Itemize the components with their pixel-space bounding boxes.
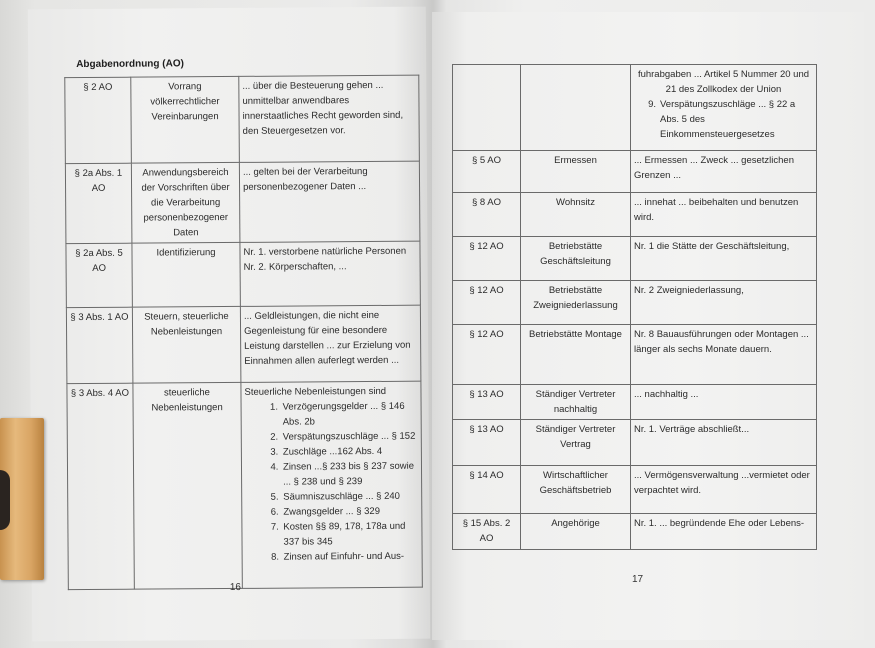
section-cell bbox=[453, 65, 521, 151]
section-cell: § 12 AO bbox=[453, 237, 521, 281]
table-row bbox=[453, 325, 817, 385]
topic-cell: Betriebstätte Montage bbox=[521, 325, 631, 385]
topic-cell: Betriebstätte Zweigniederlassung bbox=[521, 281, 631, 325]
left-page bbox=[28, 7, 430, 642]
table-row bbox=[66, 241, 420, 307]
section-cell: § 2 AO bbox=[65, 77, 132, 163]
topic-cell bbox=[521, 65, 631, 151]
table-row bbox=[453, 514, 817, 550]
topic-cell: Angehörige bbox=[521, 514, 631, 550]
stamp-handle bbox=[0, 470, 10, 530]
section-cell: § 13 AO bbox=[453, 420, 521, 466]
list-item: 8. Zinsen auf Einfuhr- und Aus- bbox=[282, 549, 419, 565]
text-cell: Nr. 1. ... begründende Ehe oder Lebens- bbox=[631, 514, 817, 550]
page-title: Abgabenordnung (AO) bbox=[76, 58, 184, 71]
topic-cell: Steuern, steuerliche Nebenleistungen bbox=[132, 306, 241, 383]
list-item: 3. Zuschläge ...162 Abs. 4 bbox=[281, 444, 418, 460]
table-row bbox=[453, 385, 817, 420]
list-item: 2. Verspätungszuschläge ... § 152 bbox=[281, 429, 418, 445]
topic-cell: steuerliche Nebenleistungen bbox=[133, 382, 242, 589]
text-cell: Nr. 1. Verträge abschließt... bbox=[631, 420, 817, 466]
section-cell: § 12 AO bbox=[453, 325, 521, 385]
right-page bbox=[432, 12, 864, 640]
list-intro: Steuerliche Nebenleistungen sind bbox=[244, 385, 387, 398]
table-row bbox=[65, 161, 420, 243]
topic-cell: Wohnsitz bbox=[521, 193, 631, 237]
list-item: 6. Zwangsgelder ... § 329 bbox=[281, 504, 418, 520]
topic-cell: Betriebstätte Geschäftsleitung bbox=[521, 237, 631, 281]
table-row bbox=[453, 193, 817, 237]
topic-cell: Ständiger Vertreter nachhaltig bbox=[521, 385, 631, 420]
table-row bbox=[65, 75, 420, 163]
item-text: Verspätungszuschläge ... § 22 a Abs. 5 des Einkommensteuergesetzes bbox=[660, 99, 796, 140]
section-cell: § 3 Abs. 4 AO bbox=[67, 383, 134, 589]
text-cell: Nr. 1. verstorbene natürliche Personen Nr. 2. Körperschaften, ... bbox=[240, 241, 420, 306]
table-row bbox=[67, 381, 422, 589]
section-cell: § 2a Abs. 5 AO bbox=[66, 243, 132, 307]
text-cell: ... Vermögensverwaltung ...vermietet oder verpachtet wird. bbox=[631, 466, 817, 514]
list-item: 4. Zinsen ...§ 233 bis § 237 sowie ... § 238 und § 239 bbox=[281, 459, 418, 490]
text-cell: ... Geldleistungen, die nicht eine Gegenleistung für eine besondere Leistung darstellen ... zur Erzielung von Einnahmen allen auferlegt werden ... bbox=[240, 305, 421, 382]
item-number: 9. bbox=[648, 99, 656, 110]
topic-cell: Ermessen bbox=[521, 151, 631, 193]
text-cell: ... über die Besteuerung gehen ... unmittelbar anwendbares innerstaatliches Recht geworden sind, den Steuergesetzen vor. bbox=[239, 75, 420, 162]
list-item: 7. Kosten §§ 89, 178, 178a und 337 bis 345 bbox=[281, 519, 418, 550]
section-cell: § 15 Abs. 2 AO bbox=[453, 514, 521, 550]
topic-cell: Wirtschaftlicher Geschäftsbetrieb bbox=[521, 466, 631, 514]
page-number: 16 bbox=[229, 581, 242, 594]
table-row bbox=[453, 65, 817, 151]
table-row bbox=[453, 281, 817, 325]
page-number: 17 bbox=[632, 574, 644, 585]
topic-cell: Anwendungsbereich der Vorschriften über die Verarbeitung personenbezogener Daten bbox=[131, 162, 240, 243]
continuation-item bbox=[634, 97, 813, 142]
table-row bbox=[453, 420, 817, 466]
section-cell: § 14 AO bbox=[453, 466, 521, 514]
text-cell bbox=[241, 381, 422, 588]
section-cell: § 5 AO bbox=[453, 151, 521, 193]
text-cell: ... gelten bei der Verarbeitung personenbezogener Daten ... bbox=[239, 161, 420, 242]
text-cell: Nr. 2 Zweigniederlassung, bbox=[631, 281, 817, 325]
topic-cell: Vorrang völkerrechtlicher Vereinbarungen bbox=[131, 76, 240, 163]
table-row bbox=[453, 237, 817, 281]
continuation-text: fuhrabgaben ... Artikel 5 Nummer 20 und 21 des Zollkodex der Union bbox=[637, 69, 810, 95]
text-cell: ... innehat ... beibehalten und benutzen wird. bbox=[631, 193, 817, 237]
section-cell: § 12 AO bbox=[453, 281, 521, 325]
table-row bbox=[66, 305, 421, 383]
text-cell: Nr. 8 Bauausführungen oder Montagen ... länger als sechs Monate dauern. bbox=[631, 325, 817, 385]
list-item: 1. Verzögerungsgelder ... § 146 Abs. 2b bbox=[281, 399, 418, 430]
right-law-table bbox=[452, 64, 817, 550]
nebenleistungen-list bbox=[245, 399, 419, 565]
text-cell: Nr. 1 die Stätte der Geschäftsleitung, bbox=[631, 237, 817, 281]
topic-cell: Ständiger Vertreter Vertrag bbox=[521, 420, 631, 466]
text-cell: ... Ermessen ... Zweck ... gesetzlichen Grenzen ... bbox=[631, 151, 817, 193]
section-cell: § 8 AO bbox=[453, 193, 521, 237]
topic-cell: Identifizierung bbox=[132, 242, 240, 307]
list-item: 5. Säumniszuschläge ... § 240 bbox=[281, 489, 418, 505]
text-cell: ... nachhaltig ... bbox=[631, 385, 817, 420]
table-row bbox=[453, 466, 817, 514]
text-cell bbox=[631, 65, 817, 151]
section-cell: § 2a Abs. 1 AO bbox=[65, 163, 132, 243]
section-cell: § 3 Abs. 1 AO bbox=[66, 307, 133, 383]
left-law-table bbox=[64, 75, 423, 590]
table-row bbox=[453, 151, 817, 193]
section-cell: § 13 AO bbox=[453, 385, 521, 420]
